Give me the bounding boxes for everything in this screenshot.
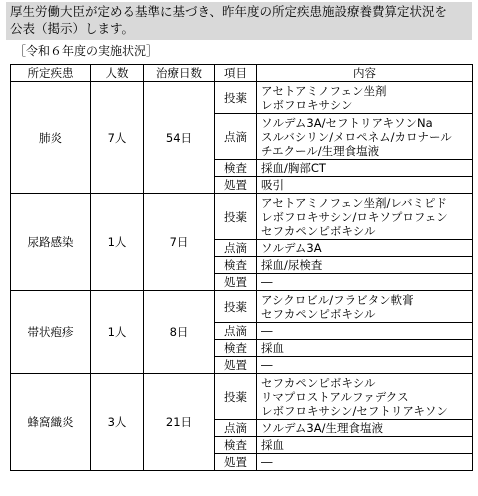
content-cell [257,454,473,471]
table-body [11,82,473,471]
content-line: 採血 [261,341,284,355]
treatment-days-cell: 54日 [144,82,215,194]
content-cell [257,160,473,177]
content-line: 採血 [261,438,284,452]
disease-name-cell: 帯状疱疹 [11,291,91,374]
content-cell [257,291,473,323]
item-cell: 処置 [215,357,257,374]
item-cell: 処置 [215,454,257,471]
table-header-row [11,65,473,82]
item-cell: 検査 [215,340,257,357]
content-line: 吸引 [261,178,284,192]
content-line: レボフロキサシン [261,97,353,112]
content-cell [257,240,473,257]
disease-name-cell: 蜂窩織炎 [11,374,91,471]
item-cell: 投薬 [215,291,257,323]
content-line: セフカペンピボキシル [261,375,376,390]
content-line: ソルデム3A [261,241,322,255]
content-line: アセトアミノフェン坐剤/レバミピド [261,195,448,210]
table-row [11,82,473,114]
content-line: セフカペンピボキシル [261,223,376,238]
content-cell [257,420,473,437]
item-cell: 検査 [215,257,257,274]
content-cell [257,177,473,194]
content-cell [257,374,473,420]
content-line: 採血/尿検査 [261,258,323,272]
header-disease: 所定疾患 [11,65,91,82]
people-count-cell: 7人 [91,82,144,194]
notice-line-1: 厚生労働大臣が定める基準に基づき、昨年度の所定疾患施設療養費算定状況を [10,4,448,19]
content-line: アシクロビル/フラビタン軟膏 [261,292,414,307]
content-line: ― [261,358,273,372]
content-cell [257,274,473,291]
table-row [11,291,473,323]
content-line: ― [261,455,273,469]
treatment-table [10,64,473,471]
content-line: セフカペンピボキシル [261,306,376,321]
treatment-days-cell: 7日 [144,194,215,291]
content-line: リマプロストアルファデクス [261,389,409,404]
notice-header [6,2,472,40]
content-cell [257,437,473,454]
header-content: 内容 [257,65,473,82]
content-cell [257,114,473,160]
content-cell [257,82,473,114]
people-count-cell: 1人 [91,291,144,374]
item-cell: 投薬 [215,374,257,420]
content-line: チエクール/生理食塩液 [261,143,380,158]
content-line: レボフロキサシン/ロキソプロフェン [261,209,448,224]
item-cell: 点滴 [215,323,257,340]
item-cell: 検査 [215,160,257,177]
content-line: ― [261,324,273,338]
header-item: 項目 [215,65,257,82]
content-cell [257,194,473,240]
header-people: 人数 [91,65,144,82]
disease-name-cell: 肺炎 [11,82,91,194]
item-cell: 点滴 [215,114,257,160]
item-cell: 処置 [215,177,257,194]
table-row [11,374,473,420]
item-cell: 投薬 [215,194,257,240]
table-row [11,194,473,240]
treatment-days-cell: 8日 [144,291,215,374]
item-cell: 処置 [215,274,257,291]
treatment-days-cell: 21日 [144,374,215,471]
header-days: 治療日数 [144,65,215,82]
content-line: ソルデム3A/セフトリアキソンNa [261,115,433,130]
content-line: アセトアミノフェン坐剤 [261,83,387,98]
people-count-cell: 3人 [91,374,144,471]
content-line: レボフロキサシン/セフトリアキソン [261,403,448,418]
item-cell: 点滴 [215,420,257,437]
content-line: 採血/胸部CT [261,161,326,175]
disease-name-cell: 尿路感染 [11,194,91,291]
item-cell: 投薬 [215,82,257,114]
content-line: ソルデム3A/生理食塩液 [261,421,383,435]
content-line: ― [261,275,273,289]
people-count-cell: 1人 [91,194,144,291]
content-cell [257,257,473,274]
item-cell: 検査 [215,437,257,454]
content-cell [257,357,473,374]
content-line: スルバシリン/メロペネム/カロナール [261,129,452,144]
item-cell: 点滴 [215,240,257,257]
content-cell [257,323,473,340]
content-cell [257,340,473,357]
section-title: ［令和６年度の実施状況］ [14,44,159,58]
notice-line-2: 公表（掲示）します。 [10,21,135,36]
